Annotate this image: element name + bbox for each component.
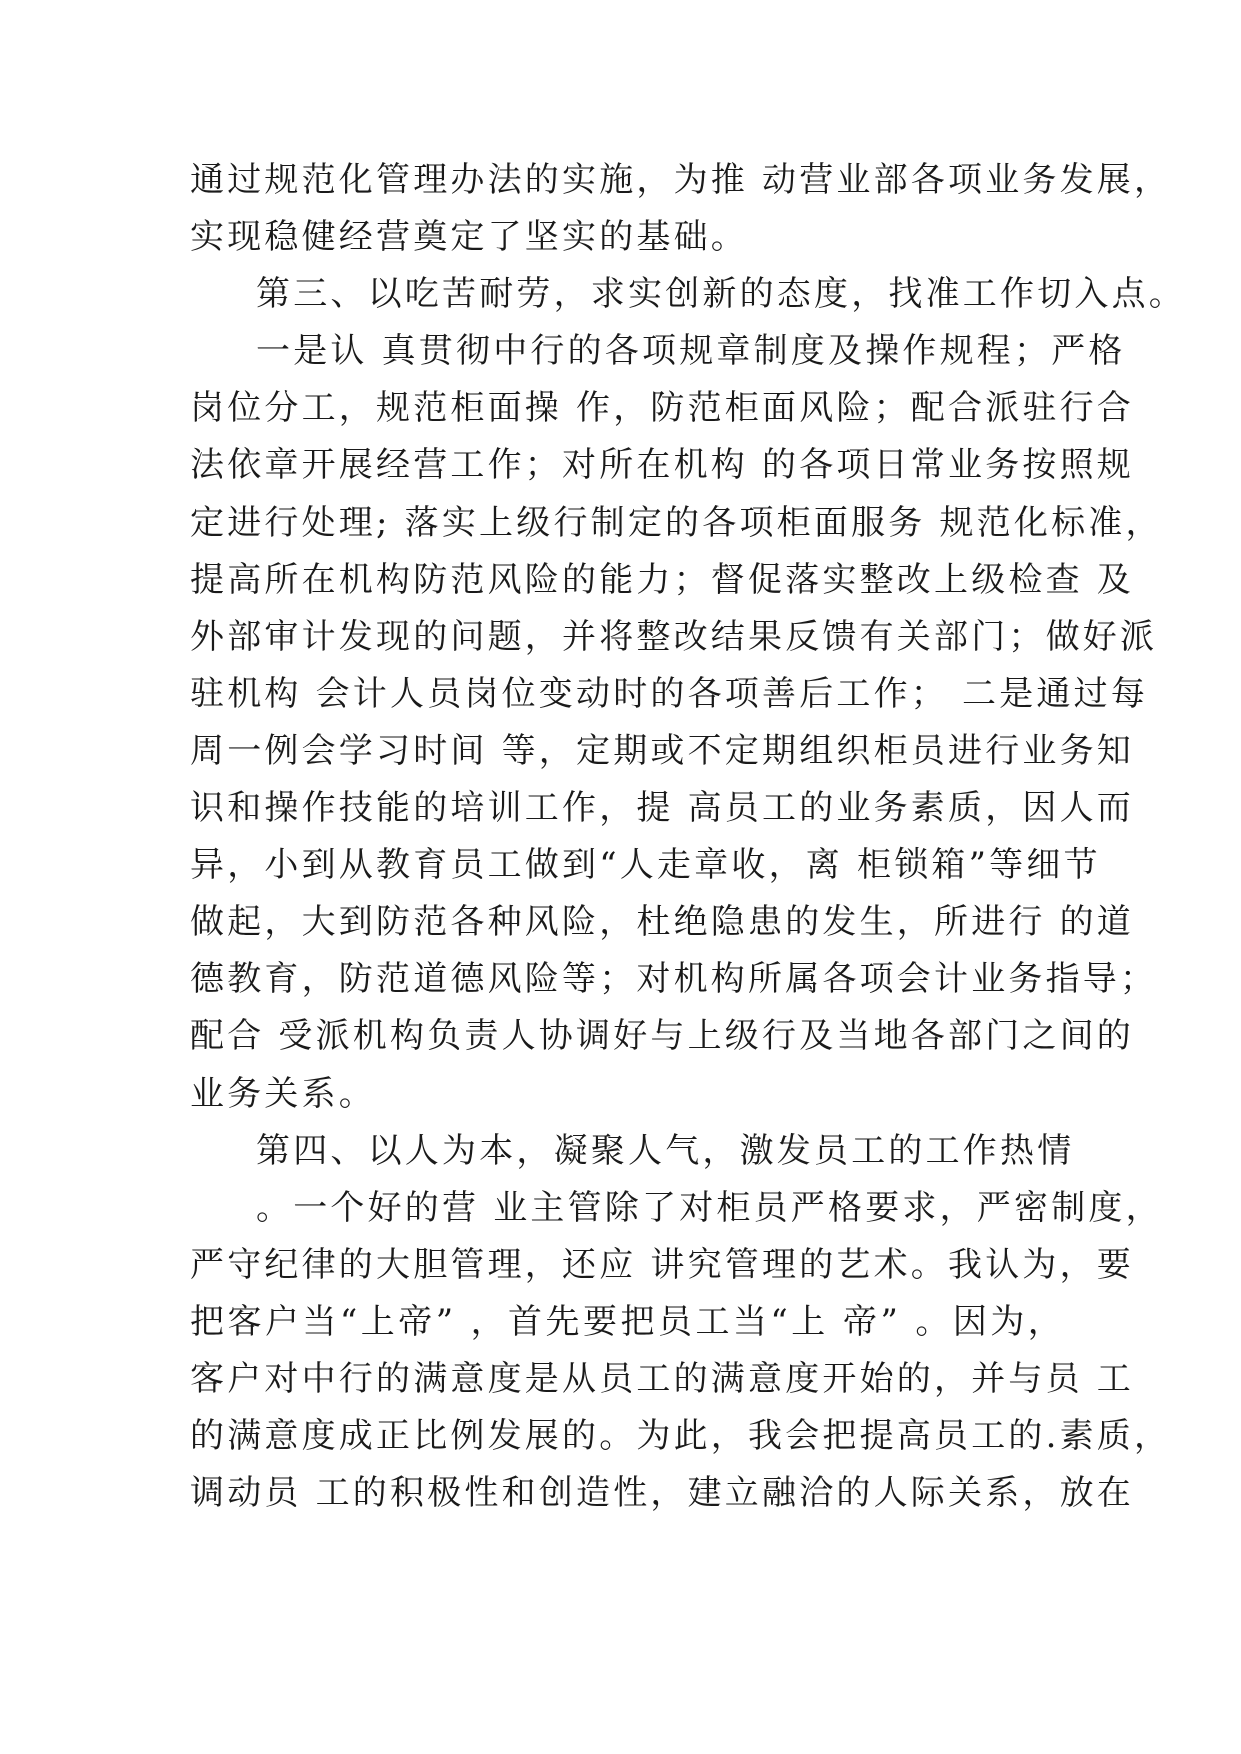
text-line: 客户对中行的满意度是从员工的满意度开始的，并与员 工 bbox=[190, 1358, 1135, 1399]
text-line: 业务关系。 bbox=[190, 1073, 376, 1114]
text-line: 提高所在机构防范风险的能力；督促落实整改上级检查 及 bbox=[190, 559, 1135, 600]
text-line: 驻机构 会计人员岗位变动时的各项善后工作； 二是通过每 bbox=[190, 673, 1149, 714]
text-line: 定进行处理; 落实上级行制定的各项柜面服务 规范化标准， bbox=[190, 502, 1163, 543]
section-heading: 第四、以人为本，凝聚人气，激发员工的工作热情 bbox=[256, 1130, 1075, 1171]
text-line: 的满意度成正比例发展的。为此，我会把提高员工的.素质， bbox=[190, 1416, 1172, 1457]
text-line: 外部审计发现的问题，并将整改结果反馈有关部门；做好派 bbox=[190, 616, 1158, 657]
text-line: 周一例会学习时间 等，定期或不定期组织柜员进行业务知 bbox=[190, 730, 1135, 771]
text-line: 异，小到从教育员工做到“人走章收，离 柜锁箱”等细节 bbox=[190, 845, 1101, 886]
text-line: 。一个好的营 业主管除了对柜员严格要求，严密制度， bbox=[256, 1187, 1163, 1228]
text-line: 实现稳健经营奠定了坚实的基础。 bbox=[190, 217, 748, 258]
text-line: 通过规范化管理办法的实施，为推 动营业部各项业务发展， bbox=[190, 160, 1172, 200]
section-heading: 第三、以吃苦耐劳，求实创新的态度，找准工作切入点。 bbox=[256, 274, 1186, 315]
text-line: 调动员 工的积极性和创造性，建立融洽的人际关系，放在 bbox=[190, 1473, 1135, 1514]
text-line: 德教育，防范道德风险等；对机构所属各项会计业务指导； bbox=[190, 959, 1158, 1000]
text-line: 严守纪律的大胆管理，还应 讲究管理的艺术。我认为，要 bbox=[190, 1244, 1135, 1285]
text-line: 一是认 真贯彻中行的各项规章制度及操作规程；严格 bbox=[256, 331, 1126, 372]
body-text bbox=[190, 152, 1186, 1522]
text-line: 法依章开展经营工作；对所在机构 的各项日常业务按照规 bbox=[190, 445, 1135, 486]
text-line: 岗位分工，规范柜面操 作，防范柜面风险；配合派驻行合 bbox=[190, 388, 1135, 429]
text-line: 做起，大到防范各种风险，杜绝隐患的发生，所进行 的道 bbox=[190, 902, 1135, 943]
text-line: 配合 受派机构负责人协调好与上级行及当地各部门之间的 bbox=[190, 1016, 1135, 1057]
text-line: 识和操作技能的培训工作，提 高员工的业务素质，因人而 bbox=[190, 788, 1135, 829]
text-line: 把客户当“上帝” ，首先要把员工当“上 帝” 。因为， bbox=[190, 1301, 1065, 1342]
